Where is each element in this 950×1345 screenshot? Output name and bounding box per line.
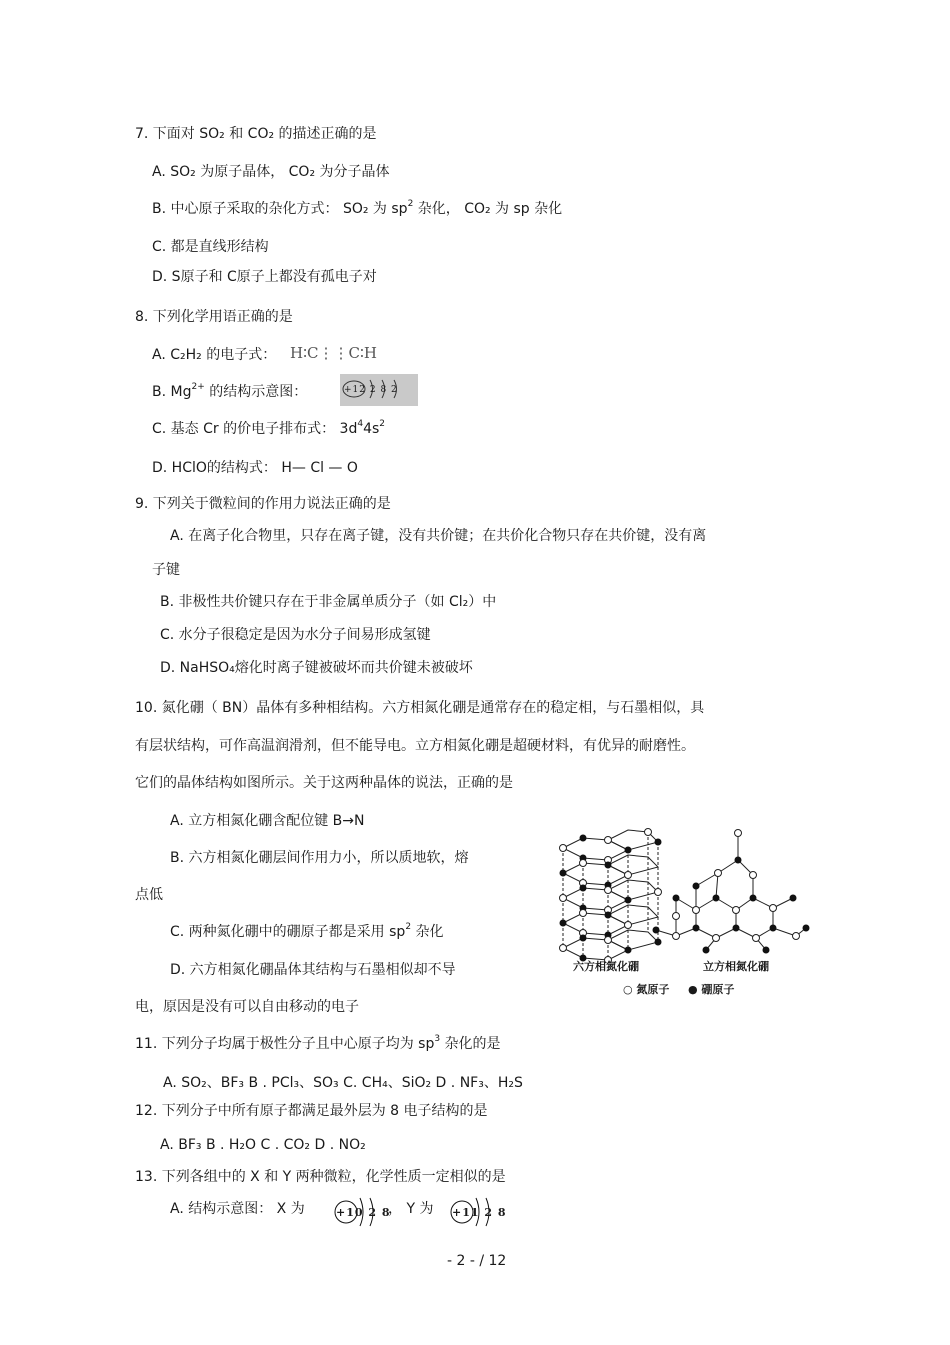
hexagonal-bn-caption: 六方相氮化硼 — [573, 960, 639, 973]
q10-stem-line1: 10. 氮化硼（ BN）晶体有多种相结构。六方相氮化硼是通常存在的稳定相，与石墨相似，具 — [135, 700, 705, 716]
q10-stem-line3: 它们的晶体结构如图所示。关于这两种晶体的说法，正确的是 — [135, 775, 513, 791]
legend-boron: ● 硼原子 — [688, 983, 735, 996]
q12-options: A. BF₃ B . H₂O C . CO₂ D . NO₂ — [160, 1137, 366, 1153]
q10-option-b-line2: 点低 — [135, 887, 163, 903]
mg-ion-structure-diagram — [340, 374, 418, 406]
q10-option-a: A. 立方相氮化硼含配位键 B→N — [170, 813, 365, 829]
bn-crystal-figure — [548, 828, 813, 1003]
y-atom-structure-diagram — [448, 1194, 507, 1228]
q13-stem: 13. 下列各组中的 X 和 Y 两种微粒，化学性质一定相似的是 — [135, 1169, 506, 1185]
cubic-bn-atoms — [653, 830, 810, 954]
hexagonal-bn-atoms — [560, 829, 662, 964]
page-number: - 2 - / 12 — [447, 1253, 507, 1269]
q11-stem: 11. 下列分子均属于极性分子且中心原子均为 $sp^3$ 杂化的是 — [135, 1034, 501, 1052]
q13-option-a-y: ， Y 为 — [388, 1201, 434, 1217]
q8-option-d: D. HClO的结构式： H— Cl — O — [152, 460, 358, 476]
q7-stem: 7. 下面对 SO₂ 和 CO₂ 的描述正确的是 — [135, 126, 377, 142]
q7-option-b: B. 中心原子采取的杂化方式： SO₂ 为 $sp^2$ 杂化， CO₂ 为 sp 杂化 — [152, 199, 563, 217]
q11-options: A. SO₂、BF₃ B . PCl₃、SO₃ C. CH₄、SiO₂ D . NF₃、H₂S — [163, 1075, 523, 1091]
q9-option-a-line1: A. 在离子化合物里，只存在离子键，没有共价键；在共价化合物只存在共价键，没有离 — [170, 528, 707, 544]
electron-formula-c2h2: H∶C⋮⋮C∶H — [290, 344, 377, 362]
q9-option-d: D. NaHSO₄熔化时离子键被破坏而共价键未被破坏 — [160, 660, 473, 676]
cubic-bn-caption: 立方相氮化硼 — [703, 960, 769, 973]
q7-option-d: D. S原子和 C原子上都没有孤电子对 — [152, 269, 377, 285]
q8-stem: 8. 下列化学用语正确的是 — [135, 309, 293, 325]
bn-crystal-svg — [548, 828, 813, 963]
q9-stem: 9. 下列关于微粒间的作用力说法正确的是 — [135, 496, 391, 512]
q8-option-b: B. $Mg^{2+}$ 的结构示意图： — [152, 382, 308, 400]
q10-option-d-line2: 电，原因是没有可以自由移动的电子 — [135, 999, 359, 1015]
q7-option-c: C. 都是直线形结构 — [152, 239, 269, 255]
mg-diagram-label: +12 2 8 2 — [344, 385, 398, 395]
q10-stem-line2: 有层状结构，可作高温润滑剂，但不能导电。立方相氮化硼是超硬材料，有优异的耐磨性。 — [135, 738, 695, 754]
x-atom-structure-diagram — [332, 1194, 391, 1228]
q12-stem: 12. 下列分子中所有原子都满足最外层为 8 电子结构的是 — [135, 1103, 488, 1119]
q8-option-c: C. 基态 Cr 的价电子排布式： $3d^44s^2$ — [152, 419, 386, 437]
q9-option-c: C. 水分子很稳定是因为水分子间易形成氢键 — [160, 627, 431, 643]
q10-option-b-line1: B. 六方相氮化硼层间作用力小，所以质地软，熔 — [170, 850, 469, 866]
x-diagram-label: +10 2 8 — [336, 1206, 391, 1219]
q10-option-d-line1: D. 六方相氮化硼晶体其结构与石墨相似却不导 — [170, 962, 456, 978]
legend-nitrogen: ○ 氮原子 — [623, 983, 670, 996]
q8-option-a: A. C₂H₂ 的电子式： — [152, 347, 277, 363]
q7-option-a: A. SO₂ 为原子晶体， CO₂ 为分子晶体 — [152, 164, 390, 180]
q13-option-a: A. 结构示意图： X 为 — [170, 1201, 305, 1217]
q10-option-c: C. 两种氮化硼中的硼原子都是采用 $sp^2$ 杂化 — [170, 922, 444, 940]
q9-option-b: B. 非极性共价键只存在于非金属单质分子（如 Cl₂）中 — [160, 594, 497, 610]
q9-option-a-line2: 子键 — [152, 562, 180, 578]
y-diagram-label: +11 2 8 — [452, 1206, 507, 1219]
cubic-bn-structure — [656, 833, 806, 950]
